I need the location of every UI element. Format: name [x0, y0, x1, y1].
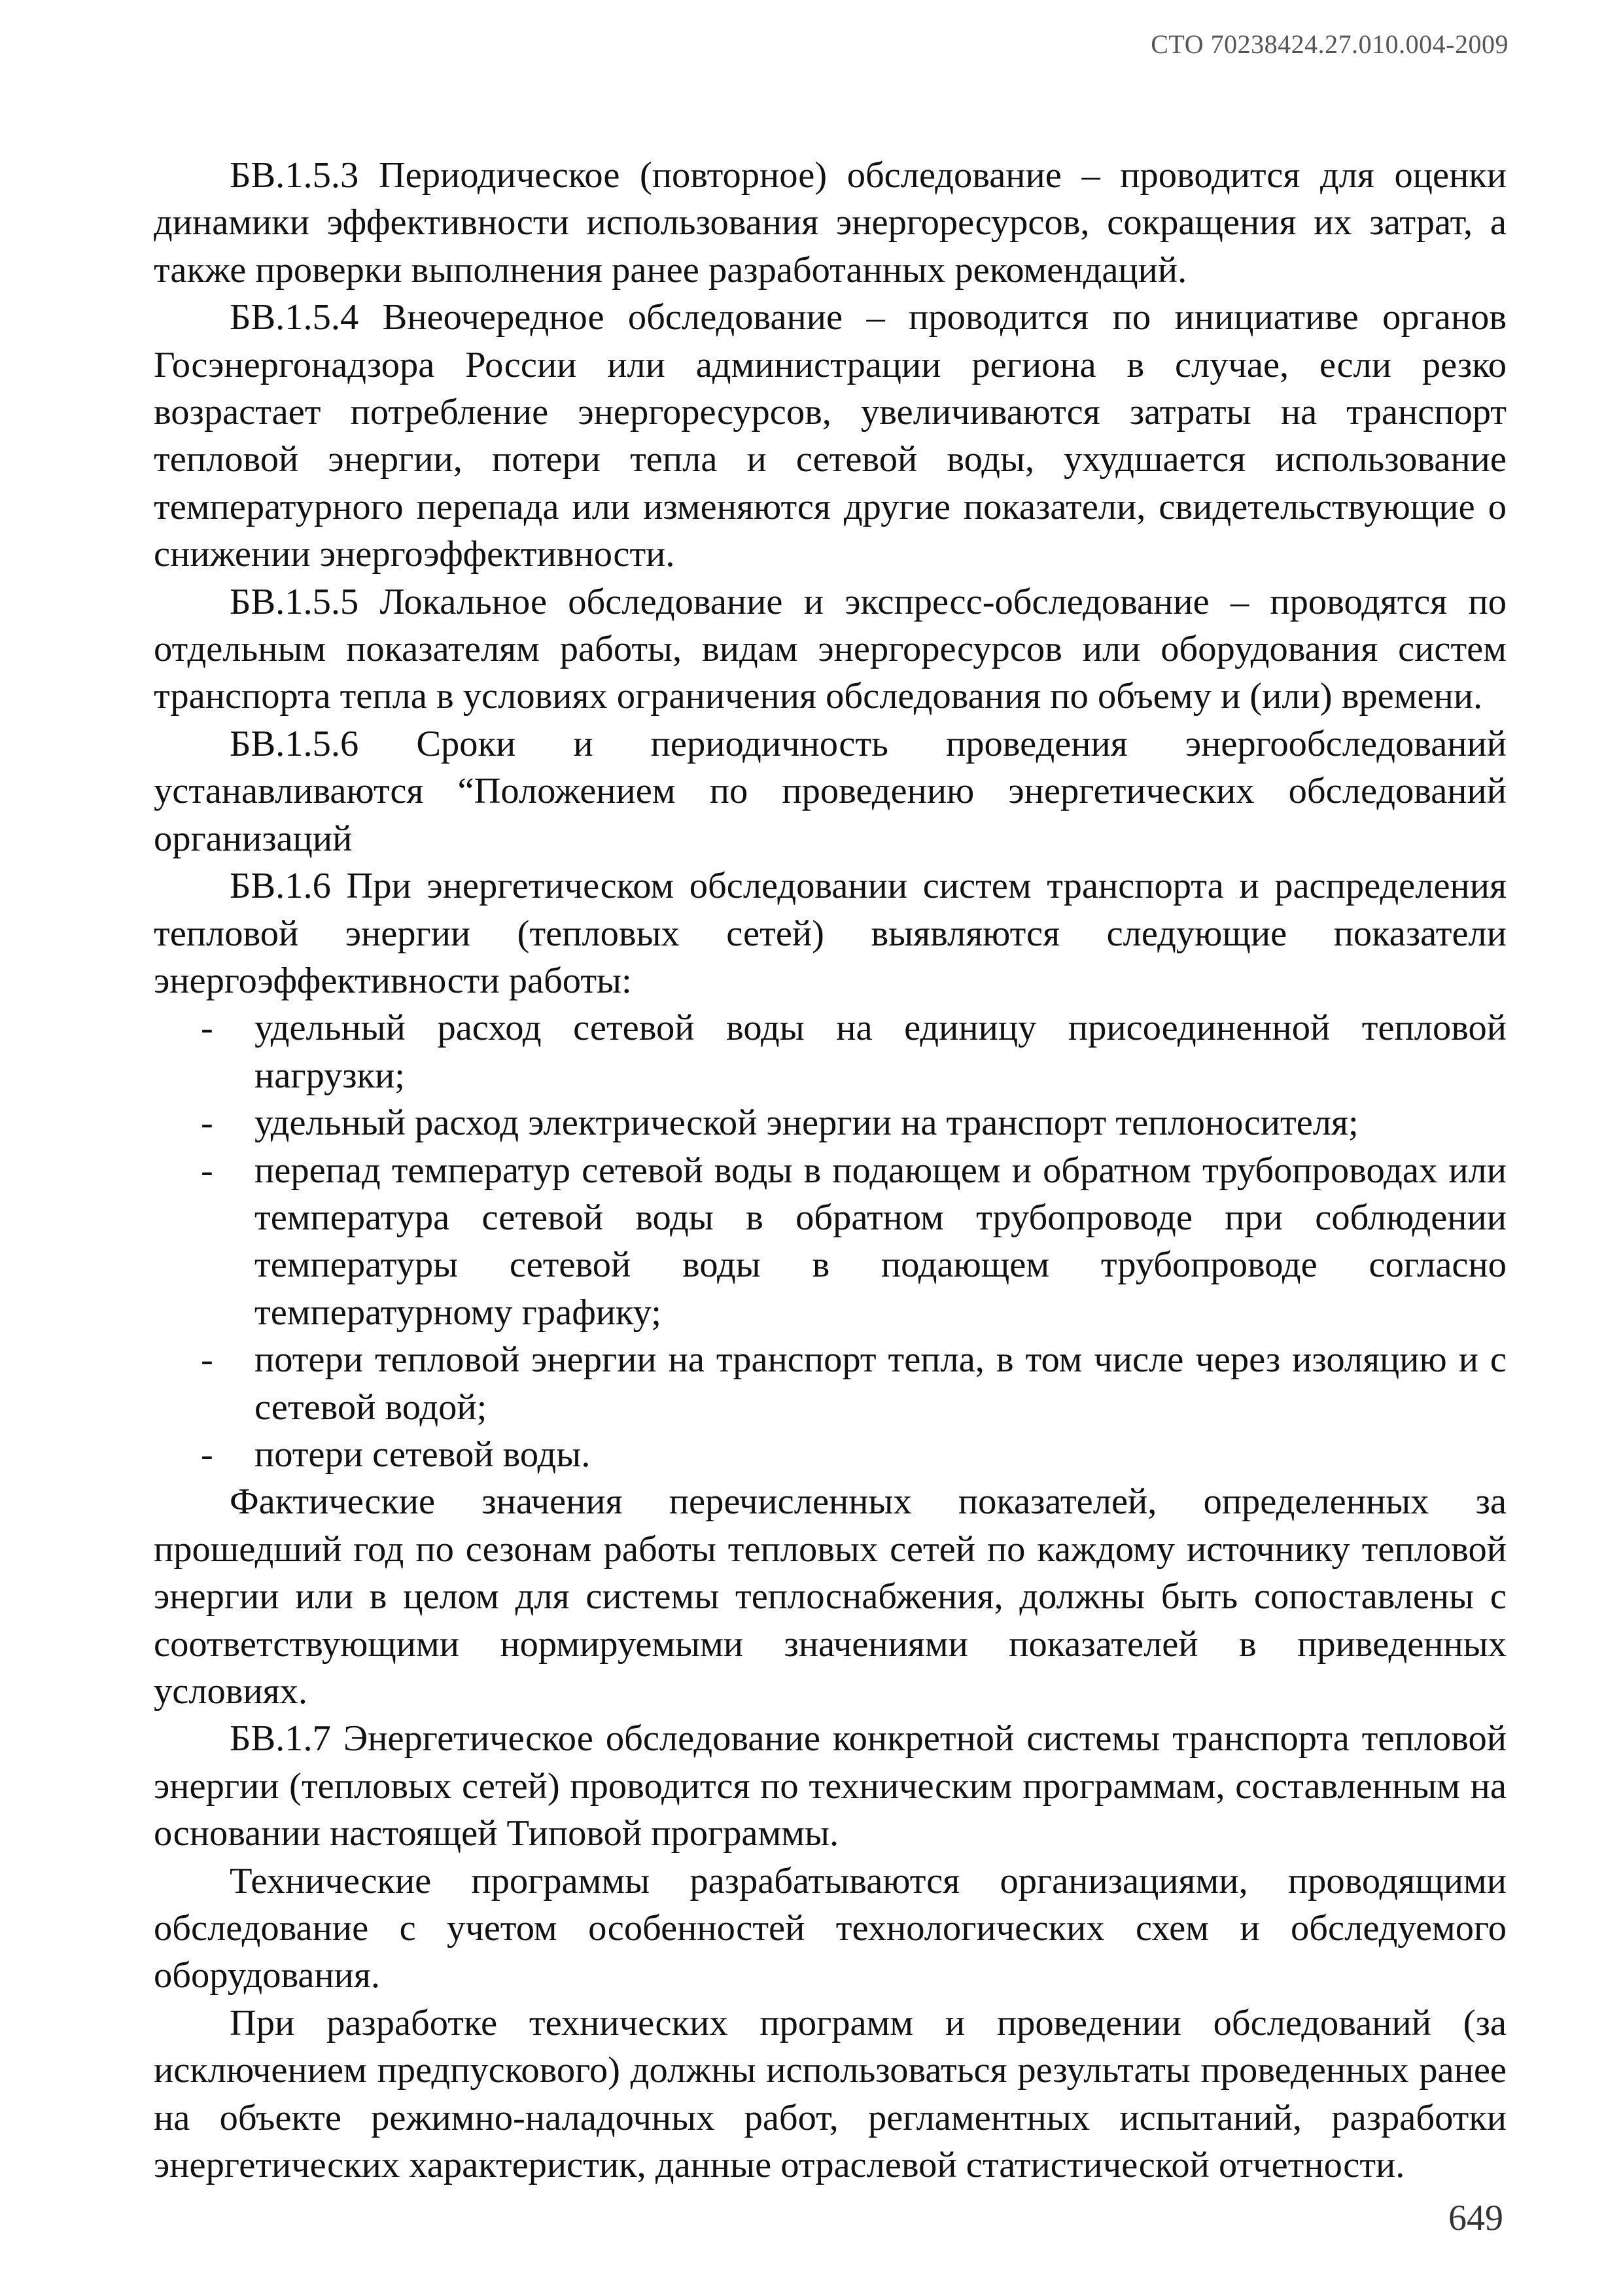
paragraph-1-7: БВ.1.7 Энергетическое обследование конкретной системы транспорта тепловой энергии (тепловых сетей) проводится по техническим программам, составленным на основании настоящей Типовой программы.	[154, 1718, 1507, 1854]
list-item-text: удельный расход сетевой воды на единицу присоединенной тепловой нагрузки;	[254, 1008, 1507, 1096]
list-item	[154, 1336, 1507, 1431]
list-item	[154, 1099, 1507, 1146]
list-item	[154, 1004, 1507, 1099]
paragraph-actual-values: Фактические значения перечисленных показателей, определенных за прошедший год по сезонам работы тепловых сетей по каждому источнику тепловой энергии или в целом для системы теплоснабжения, должны быть сопоставлены с соответствующими нормируемыми значениями показателей в приведенных условиях.	[154, 1481, 1507, 1712]
bullet-dash: -	[201, 1434, 213, 1475]
document-code-header: СТО 70238424.27.010.004-2009	[1151, 29, 1509, 59]
paragraph-5-3: БВ.1.5.3 Периодическое (повторное) обследование – проводится для оценки динамики эффективности использования энергоресурсов, сокращения их затрат, а также проверки выполнения ранее разработанных рекомендаций.	[154, 155, 1507, 291]
list-item-text: потери сетевой воды.	[254, 1434, 591, 1475]
bullet-dash: -	[201, 1103, 213, 1144]
bullet-dash: -	[201, 1008, 213, 1049]
bullet-dash: -	[201, 1150, 213, 1191]
indicator-list	[154, 1004, 1507, 1478]
list-item	[154, 1147, 1507, 1337]
list-item-text: удельный расход электрической энергии на транспорт теплоносителя;	[254, 1103, 1359, 1144]
paragraph-5-5: БВ.1.5.5 Локальное обследование и экспресс-обследование – проводятся по отдельным показателям работы, видам энергоресурсов или оборудования систем транспорта тепла в условиях ограничения обследования по объему и (или) времени.	[154, 581, 1507, 717]
paragraph-1-6: БВ.1.6 При энергетическом обследовании систем транспорта и распределения тепловой энергии (тепловых сетей) выявляются следующие показатели энергоэффективности работы:	[154, 866, 1507, 1001]
paragraph-program-development: При разработке технических программ и проведении обследований (за исключением предпускового) должны использоваться результаты проведенных ранее на объекте режимно-наладочных работ, регламентных испытаний, разработки энергетических характеристик, данные отраслевой статистической отчетности.	[154, 2002, 1507, 2186]
paragraph-5-4: БВ.1.5.4 Внеочередное обследование – проводится по инициативе органов Госэнергонадзора России или администрации региона в случае, если резко возрастает потребление энергоресурсов, увеличиваются затраты на транспорт тепловой энергии, потери тепла и сетевой воды, ухудшается использование температурного перепада или изменяются другие показатели, свидетельствующие о снижении энергоэффективности.	[154, 297, 1507, 575]
page-number: 649	[1448, 2198, 1503, 2238]
list-item-text: потери тепловой энергии на транспорт тепла, в том числе через изоляцию и с сетевой водой;	[254, 1339, 1507, 1428]
paragraph-technical-programs: Технические программы разрабатываются организациями, проводящими обследование с учетом особенностей технологических схем и обследуемого оборудования.	[154, 1860, 1507, 1996]
paragraph-5-6: БВ.1.5.6 Сроки и периодичность проведения энергообследований устанавливаются “Положением по проведению энергетических обследований организаций	[154, 723, 1507, 859]
list-item-text: перепад температур сетевой воды в подающем и обратном трубопроводах или температура сетевой воды в обратном трубопроводе при соблюдении температуры сетевой воды в подающем трубопроводе согласно температурному графику;	[254, 1150, 1507, 1333]
bullet-dash: -	[201, 1339, 213, 1381]
page-body	[154, 152, 1507, 2189]
list-item	[154, 1431, 1507, 1478]
